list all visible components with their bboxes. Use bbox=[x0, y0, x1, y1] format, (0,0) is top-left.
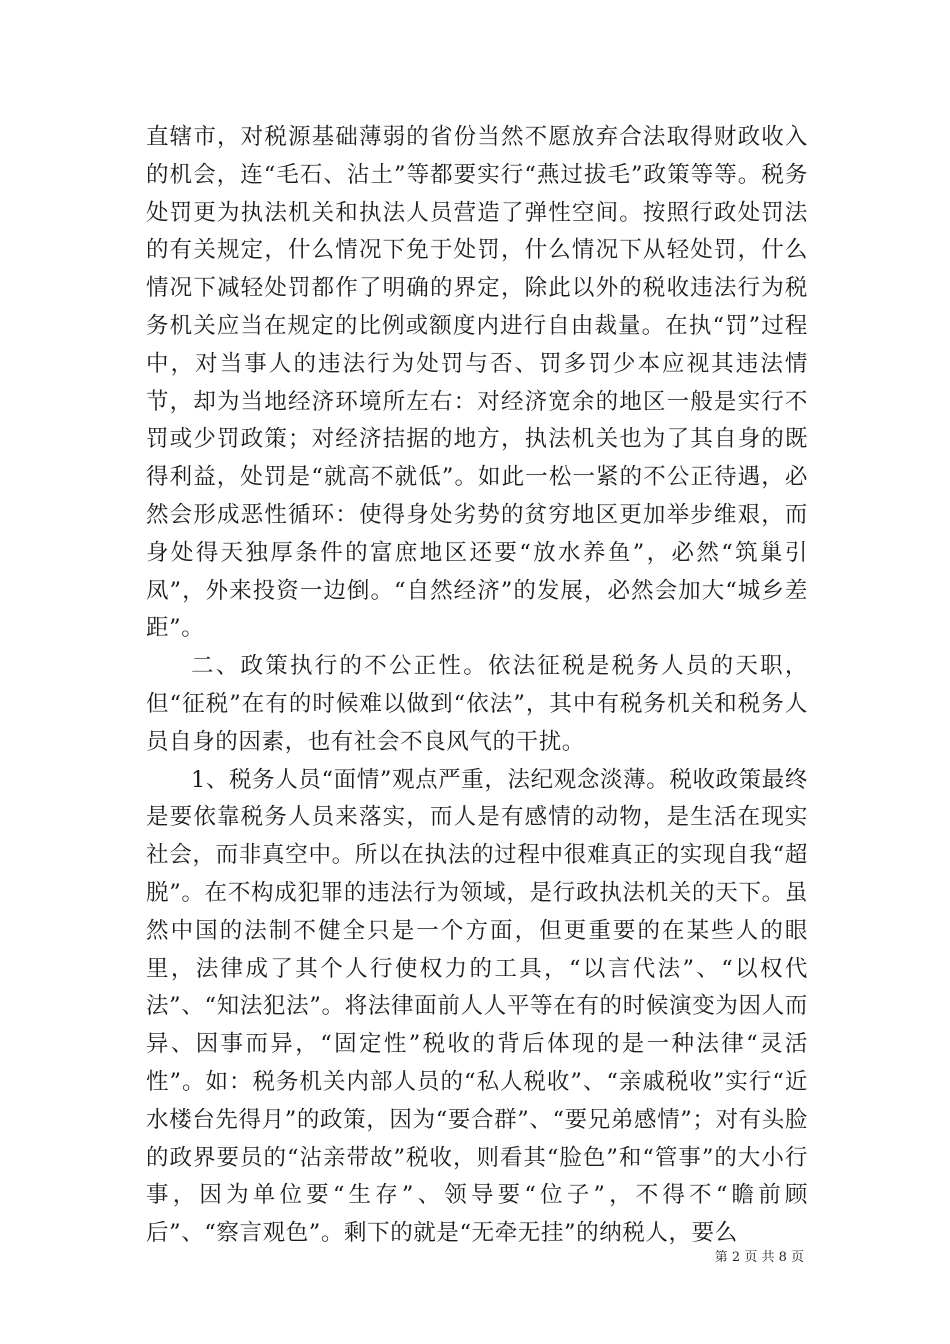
paragraph-point-one: 1、税务人员“面情”观点严重，法纪观念淡薄。税收政策最终是要依靠税务人员来落实，而人是有感情的动物，是生活在现实社会，而非真空中。所以在执法的过程中很难真正的实现自我“超脱”。在不构成犯罪的违法行为领域，是行政执法机关的天下。虽然中国的法制不健全只是一个方面，但更重要的在某些人的眼里，法律成了其个人行使权力的工具，“以言代法”、“以权代法”、“知法犯法”。将法律面前人人平等在有的时候演变为因人而异、因事而异，“固定性”税收的背后体现的是一种法律“灵活性”。如：税务机关内部人员的“私人税收”、“亲戚税收”实行“近水楼台先得月”的政策，因为“要合群”、“要兄弟感情”；对有头脸的政界要员的“沾亲带故”税收，则看其“脸色”和“管事”的大小行事，因为单位要“生存”、领导要“位子”，不得不“瞻前顾后”、“察言观色”。剩下的就是“无牵无挂”的纳税人，要么 bbox=[146, 766, 808, 1247]
document-body bbox=[146, 119, 808, 1253]
paragraph-section-two: 二、政策执行的不公正性。依法征税是税务人员的天职，但“征税”在有的时候难以做到“依法”，其中有税务机关和税务人员自身的因素，也有社会不良风气的干扰。 bbox=[146, 653, 808, 755]
paragraph-continued: 直辖市，对税源基础薄弱的省份当然不愿放弃合法取得财政收入的机会，连“毛石、沾土”等都要实行“燕过拔毛”政策等等。税务处罚更为执法机关和执法人员营造了弹性空间。按照行政处罚法的有关规定，什么情况下免于处罚，什么情况下从轻处罚，什么情况下减轻处罚都作了明确的界定，除此以外的税收违法行为税务机关应当在规定的比例或额度内进行自由裁量。在执“罚”过程中，对当事人的违法行为处罚与否、罚多罚少本应视其违法情节，却为当地经济环境所左右：对经济宽余的地区一般是实行不罚或少罚政策；对经济拮据的地方，执法机关也为了其自身的既得利益，处罚是“就高不就低”。如此一松一紧的不公正待遇，必然会形成恶性循环：使得身处劣势的贫穷地区更加举步维艰，而身处得天独厚条件的富庶地区还要“放水养鱼”，必然“筑巢引凤”，外来投资一边倒。“自然经济”的发展，必然会加大“城乡差距”。 bbox=[146, 124, 808, 642]
page-number-footer: 第 2 页 共 8 页 bbox=[714, 1250, 804, 1265]
